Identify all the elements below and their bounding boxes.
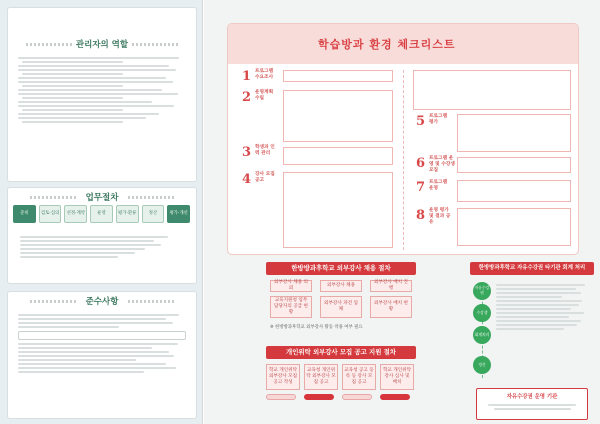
role-item-cont	[22, 121, 123, 123]
role-item	[18, 117, 146, 119]
item-label-1: 프로그램 수요조사	[255, 69, 274, 80]
roles-card	[7, 7, 197, 182]
cash-node-3: 회계처리	[473, 326, 491, 344]
role-item-cont	[22, 61, 123, 63]
role-item	[18, 65, 169, 67]
item-number-6: 6	[416, 156, 426, 171]
process-note	[20, 256, 118, 258]
role-item-cont	[22, 73, 123, 75]
right-page	[204, 0, 600, 424]
recruit-step-2: 교육청 개인위탁 외부강사 모집 공고	[304, 364, 338, 390]
role-item	[18, 105, 174, 107]
item-number-5: 5	[416, 114, 426, 129]
item-number-8: 8	[416, 208, 426, 223]
item-label-8: 운영 평가 및 결과 공유	[429, 208, 451, 225]
contact-box	[476, 388, 588, 420]
role-item	[18, 57, 179, 59]
process-card	[7, 187, 197, 284]
role-item	[18, 77, 166, 79]
item-label-3: 학생과 인력 관리	[255, 145, 275, 156]
role-item-cont	[22, 109, 123, 111]
process-note	[20, 252, 135, 254]
hire-step-1: 외부강사 채용 의뢰	[270, 280, 312, 292]
hire-sub-2: 외부강사 파견 업체	[320, 296, 362, 318]
role-item	[18, 93, 178, 95]
process-step: 준비	[13, 205, 36, 223]
process-note	[20, 248, 145, 250]
hire-step-2: 외부강사 채용	[320, 280, 362, 292]
recruit-step-4: 학교 개인위탁 강사 심사 및 배치	[380, 364, 414, 390]
process-note	[20, 236, 168, 238]
process-step: 정산	[142, 205, 165, 223]
item-number-1: 1	[242, 69, 252, 84]
roles-list	[18, 55, 186, 125]
hire-step-3: 외부강사 배치 진행	[370, 280, 412, 292]
item-number-4: 4	[242, 172, 252, 187]
process-step: 선정·계약	[64, 205, 87, 223]
role-item	[18, 69, 176, 71]
process-note	[20, 240, 154, 242]
item-label-4: 강사 모집공고	[255, 172, 275, 183]
cash-notes	[496, 282, 590, 332]
compliance-title: 준수사항	[85, 297, 119, 307]
compliance-box	[18, 331, 186, 340]
process-step: 평가·환류	[116, 205, 139, 223]
recruit-step-3: 교육청 공고 등록 등 강사 모집 공고	[342, 364, 376, 390]
cash-section	[470, 262, 594, 420]
item-number-7: 7	[416, 180, 426, 195]
item-number-3: 3	[242, 145, 252, 160]
checklist-panel	[228, 24, 578, 254]
cash-node-1: 자유수강권	[473, 282, 491, 300]
process-step: 평가·개선	[167, 205, 190, 223]
hire-section	[266, 262, 416, 344]
cash-node-2: 수강생	[473, 304, 491, 322]
contact-label: 자유수강권 운영 기관	[506, 394, 558, 400]
process-title: 업무절차	[85, 193, 119, 203]
process-note	[20, 244, 161, 246]
role-item	[18, 81, 173, 83]
compliance-card	[7, 291, 197, 419]
roles-title: 관리자의 역할	[75, 40, 129, 50]
process-step: 운영	[90, 205, 113, 223]
item-label-5: 프로그램 평가	[429, 114, 448, 125]
hire-sub-1: 교육지원청 업무 담당자의 공급 현황	[270, 296, 312, 318]
item-label-2: 운영계획 수립	[255, 90, 274, 101]
hire-sub-3: 외부강사 배치 현황	[370, 296, 412, 318]
cash-title: 한방방과후학교 자유수강권 타기관 회계 처리	[470, 262, 594, 275]
left-page	[0, 0, 203, 424]
checklist-title: 학습방과 환경 체크리스트	[318, 38, 456, 51]
role-item	[18, 101, 152, 103]
item-label-6: 프로그램 운영 및 수강생 모집	[429, 156, 455, 173]
role-item-cont	[22, 85, 123, 87]
role-item-cont	[22, 97, 123, 99]
item-label-7: 프로그램 운영	[429, 180, 448, 191]
hire-note: ※ 한방방과후학교 외부강사 활동 착용 여부 필요	[270, 325, 363, 330]
process-notes	[20, 234, 184, 260]
recruit-section	[266, 346, 416, 418]
recruit-title: 개인위탁 외부강사 모집 공고 지원 절차	[266, 346, 416, 359]
recruit-step-1: 학교 개인위탁 외부강사 모집 공고 작성	[266, 364, 300, 390]
process-steps	[13, 205, 191, 225]
cash-node-4: 정산	[473, 356, 491, 374]
hire-title: 한방방과후학교 외부강사 채용 절차	[266, 262, 416, 275]
process-step: 검토·심의	[39, 205, 62, 223]
item-number-2: 2	[242, 90, 252, 105]
role-item	[18, 89, 162, 91]
role-item	[18, 113, 159, 115]
compliance-list	[18, 312, 186, 375]
